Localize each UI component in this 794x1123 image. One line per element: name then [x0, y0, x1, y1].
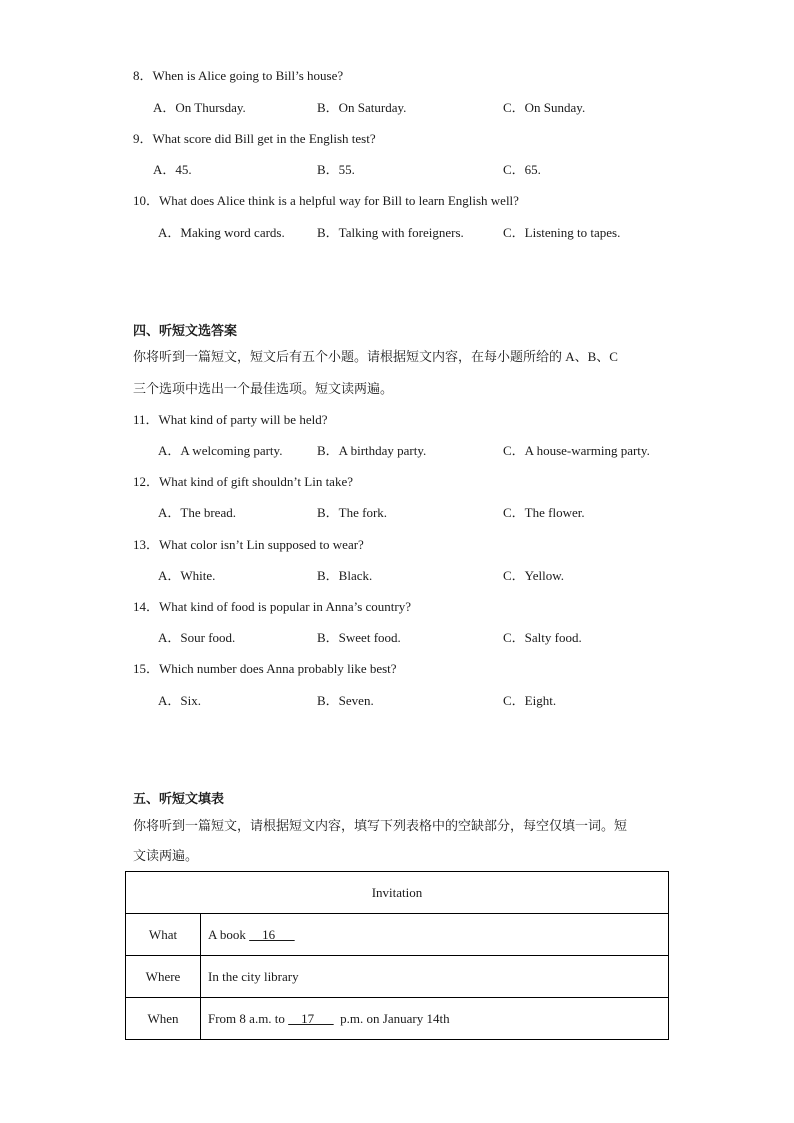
question-9-option-b: B．55. [317, 162, 355, 177]
question-15-option-c: C．Eight. [503, 693, 557, 708]
section-5-instructions-line-1: 你将听到一篇短文，请根据短文内容，填写下列表格中的空缺部分，每空仅填一词。短 [133, 818, 628, 833]
question-14-option-a: A．Sour food. [158, 630, 236, 645]
answer-blank-17[interactable]: 17 [288, 1010, 334, 1026]
section-4-heading: 四、听短文选答案 [133, 323, 238, 338]
question-11-option-a: A．A welcoming party. [158, 443, 283, 458]
invitation-table-title-row [126, 872, 669, 914]
section-4-instructions-line-1: 你将听到一篇短文，短文后有五个小题。请根据短文内容，在每小题所给的 A、B、C [133, 349, 618, 364]
row-label-where: Where [126, 956, 201, 998]
invitation-table-title: Invitation [126, 872, 669, 914]
section-4-instructions-line-2: 三个选项中选出一个最佳选项。短文读两遍。 [133, 381, 394, 396]
question-13-option-b: B．Black. [317, 568, 373, 583]
question-9-option-a: A．45. [153, 162, 192, 177]
table-row [126, 998, 669, 1040]
row-value-suffix: p.m. on January 14th [333, 1010, 450, 1026]
question-11-option-b: B．A birthday party. [317, 443, 427, 458]
question-13-stem: 13．What color isn’t Lin supposed to wear? [133, 537, 364, 552]
question-10-option-b: B．Talking with foreigners. [317, 225, 464, 240]
question-15-option-b: B．Seven. [317, 693, 374, 708]
question-9-option-c: C．65. [503, 162, 541, 177]
question-12-option-a: A．The bread. [158, 505, 236, 520]
question-12-option-b: B．The fork. [317, 505, 388, 520]
question-8-stem: 8．When is Alice going to Bill’s house? [133, 68, 344, 83]
question-8-option-b: B．On Saturday. [317, 100, 407, 115]
question-10-option-a: A．Making word cards. [158, 225, 285, 240]
question-10-option-c: C．Listening to tapes. [503, 225, 621, 240]
question-11-option-c: C．A house-warming party. [503, 443, 650, 458]
table-row [126, 914, 669, 956]
question-13-option-c: C．Yellow. [503, 568, 565, 583]
question-14-stem: 14．What kind of food is popular in Anna’s country? [133, 599, 412, 614]
question-15-option-a: A．Six. [158, 693, 201, 708]
row-value-text: A book [208, 926, 250, 942]
question-8-option-c: C．On Sunday. [503, 100, 586, 115]
question-15-stem: 15．Which number does Anna probably like best? [133, 661, 397, 676]
question-12-option-c: C．The flower. [503, 505, 585, 520]
section-5-instructions-line-2: 文读两遍。 [133, 848, 199, 863]
question-8-option-a: A．On Thursday. [153, 100, 246, 115]
answer-blank-16[interactable]: 16 [249, 926, 295, 942]
question-10-stem: 10．What does Alice think is a helpful way for Bill to learn English well? [133, 193, 519, 208]
table-row [126, 956, 669, 998]
question-11-stem: 11．What kind of party will be held? [133, 412, 328, 427]
section-5-heading: 五、听短文填表 [133, 791, 225, 806]
row-value-when [201, 998, 669, 1040]
row-label-what: What [126, 914, 201, 956]
row-value-text: From 8 a.m. to [208, 1010, 289, 1026]
question-13-option-a: A．White. [158, 568, 216, 583]
row-value-what [201, 914, 669, 956]
invitation-table [125, 871, 669, 1040]
question-12-stem: 12．What kind of gift shouldn’t Lin take? [133, 474, 353, 489]
question-14-option-c: C．Salty food. [503, 630, 582, 645]
row-value-where [201, 956, 669, 998]
row-value-text: In the city library [208, 968, 299, 984]
row-label-when: When [126, 998, 201, 1040]
question-14-option-b: B．Sweet food. [317, 630, 401, 645]
question-9-stem: 9．What score did Bill get in the English test? [133, 131, 376, 146]
